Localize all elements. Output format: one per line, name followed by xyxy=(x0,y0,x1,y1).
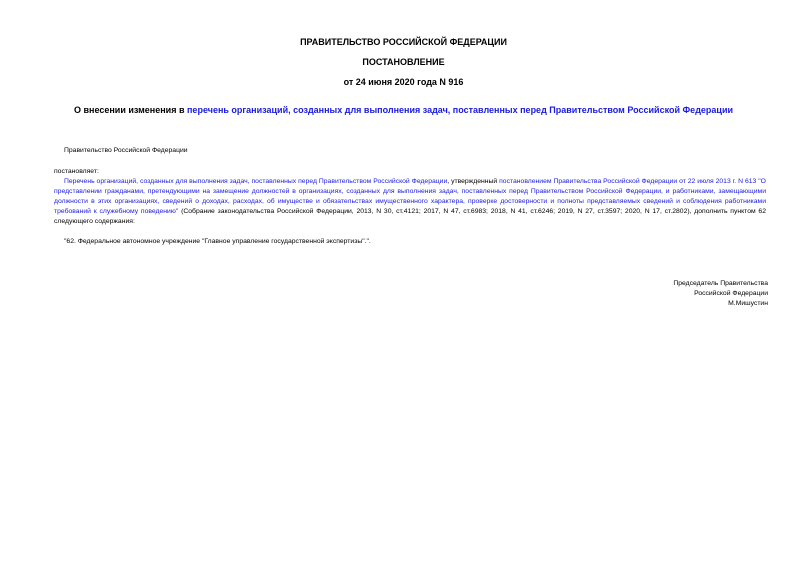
issuing-authority: ПРАВИТЕЛЬСТВО РОССИЙСКОЙ ФЕДЕРАЦИИ xyxy=(300,37,507,47)
paragraph-text-2: (Собрание законодательства Российской Федерации, 2013, N 30, ст.4121; 2017, N 47, ст.6983; 2018, N 41, ст.6246; 2019, N 27, ст.3597; 2020, N 17, ст.2802), дополнить пунктом 62 следующего содержания: xyxy=(54,208,766,225)
document-title xyxy=(0,105,807,115)
list-of-organizations-link[interactable]: Перечень организаций, созданных для выполнения задач, поставленных перед Правительством Российской Федерации xyxy=(64,178,448,185)
signatory-name: М.Мишустин xyxy=(728,300,768,307)
decree-613-link[interactable]: постановлением Правительства Российской Федерации от 22 июля 2013 г. N 613 "О представлении гражданами, претендующими на замещение должностей в организациях, созданных для выполнения задач, поставленных перед Правительством Российской Федерации, и работниками, замещающими должности в этих организациях, сведений о доходах, расходах, об имуществе и обязательствах имущественного характера, проверке достоверности и полноты представляемых сведений и соблюдения работниками требований к служебному поведению" xyxy=(54,178,766,215)
document-date-number: от 24 июня 2020 года N 916 xyxy=(343,77,464,87)
resolves-line: постановляет: xyxy=(54,168,99,175)
document-type: ПОСТАНОВЛЕНИЕ xyxy=(362,57,445,67)
signatory-position-line1: Председатель Правительства xyxy=(673,280,768,287)
main-paragraph xyxy=(54,177,766,227)
title-prefix: О внесении изменения в xyxy=(73,105,187,115)
government-line: Правительство Российской Федерации xyxy=(64,147,188,154)
item-62: "62. Федеральное автономное учреждение "Главное управление государственной экспертизы".". xyxy=(64,238,371,245)
title-link[interactable]: перечень организаций, созданных для выполнения задач, поставленных перед Правительством Российской Федерации xyxy=(187,105,734,115)
signatory-position-line2: Российской Федерации xyxy=(694,290,768,297)
paragraph-text-1: , утвержденный xyxy=(447,178,500,185)
